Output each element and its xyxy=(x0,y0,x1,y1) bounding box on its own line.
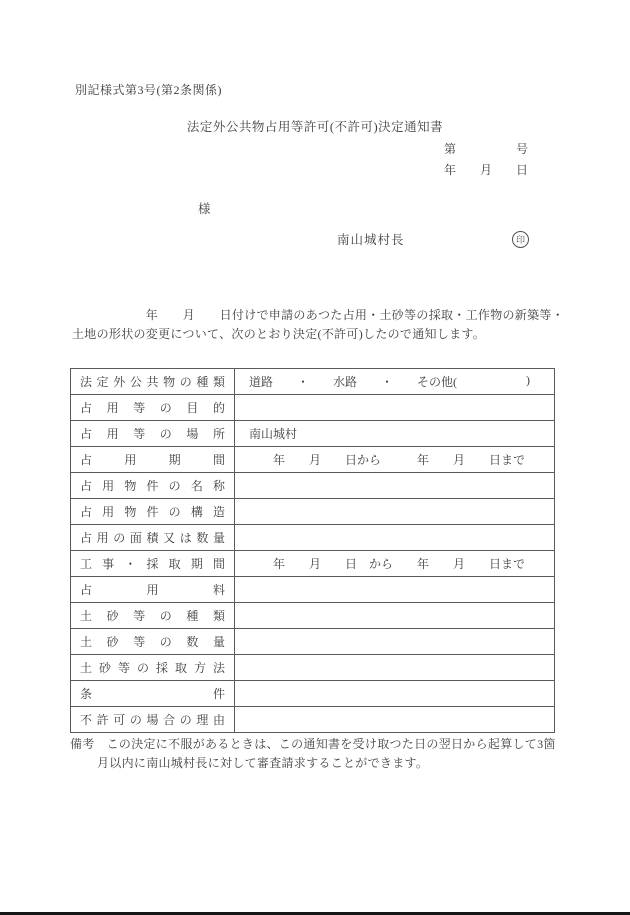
remarks-note xyxy=(70,735,565,773)
table-row xyxy=(71,577,555,603)
table-row xyxy=(71,681,555,707)
table-row xyxy=(71,369,555,395)
row-label-cell: 占用等の目的 xyxy=(71,395,235,421)
row-label-cell: 占用物件の構造 xyxy=(71,499,235,525)
row-value-cell xyxy=(235,369,555,395)
table-row xyxy=(71,603,555,629)
row-value-close-paren: ) xyxy=(526,373,530,387)
row-label-cell: 占用料 xyxy=(71,577,235,603)
table-row xyxy=(71,655,555,681)
document-title: 法定外公共物占用等許可(不許可)決定通知書 xyxy=(186,120,444,134)
row-value-options xyxy=(249,373,554,390)
row-value-cell xyxy=(235,707,555,733)
body-line-2: 土地の形状の変更について、次のとおり決定(不許可)したので通知します。 xyxy=(72,327,486,341)
issuer-row xyxy=(337,230,529,248)
application-details-table xyxy=(70,368,555,733)
row-label-cell: 占用の面積又は数量 xyxy=(71,525,235,551)
table-row xyxy=(71,551,555,577)
row-label-cell: 占用期間 xyxy=(71,447,235,473)
row-label-cell: 土砂等の種類 xyxy=(71,603,235,629)
row-value-cell xyxy=(235,603,555,629)
row-label-cell: 占用物件の名称 xyxy=(71,473,235,499)
document-number-line: 第 号 xyxy=(444,142,529,156)
row-value-cell xyxy=(235,525,555,551)
row-label-cell: 占用等の場所 xyxy=(71,421,235,447)
row-value-cell xyxy=(235,577,555,603)
row-value-cell xyxy=(235,499,555,525)
row-label-cell: 工事・採取期間 xyxy=(71,551,235,577)
remarks-label: 備考 xyxy=(70,737,95,751)
row-label-cell: 法定外公共物の種類 xyxy=(71,369,235,395)
row-label-cell: 条件 xyxy=(71,681,235,707)
table-row xyxy=(71,707,555,733)
row-value-cell xyxy=(235,629,555,655)
remarks-line-2: 月以内に南山城村長に対して審査請求することができます。 xyxy=(97,756,429,770)
row-label-cell: 不許可の場合の理由 xyxy=(71,707,235,733)
row-value-cell xyxy=(235,655,555,681)
row-value-cell: 年 月 日から 年 月 日まで xyxy=(235,447,555,473)
addressee-honorific: 様 xyxy=(198,202,211,216)
remarks-line-1: この決定に不服があるときは、この通知書を受け取つた日の翌日から起算して3箇 xyxy=(106,737,556,751)
table-row xyxy=(71,473,555,499)
table-row xyxy=(71,447,555,473)
table-row xyxy=(71,629,555,655)
row-value-cell: 南山城村 xyxy=(235,421,555,447)
row-value-cell xyxy=(235,395,555,421)
document-date-line: 年 月 日 xyxy=(444,163,529,177)
table-row xyxy=(71,525,555,551)
row-label-cell: 土砂等の数量 xyxy=(71,629,235,655)
seal-icon: 印 xyxy=(512,231,529,248)
issuer-name: 南山城村長 xyxy=(337,233,405,247)
table-row xyxy=(71,499,555,525)
table-row xyxy=(71,395,555,421)
row-value-cell xyxy=(235,473,555,499)
row-value-cell xyxy=(235,681,555,707)
form-number: 別記様式第3号(第2条関係) xyxy=(75,83,222,97)
row-value-text: 道路 ・ 水路 ・ その他( xyxy=(249,375,457,389)
row-value-cell: 年 月 日 から 年 月 日まで xyxy=(235,551,555,577)
body-line-1: 年 月 日付けで申請のあつた占用・土砂等の採取・工作物の新築等・ xyxy=(72,308,565,322)
body-paragraph xyxy=(72,306,564,344)
row-label-cell: 土砂等の採取方法 xyxy=(71,655,235,681)
table-row xyxy=(71,421,555,447)
remarks-line-1-wrap xyxy=(70,735,565,754)
